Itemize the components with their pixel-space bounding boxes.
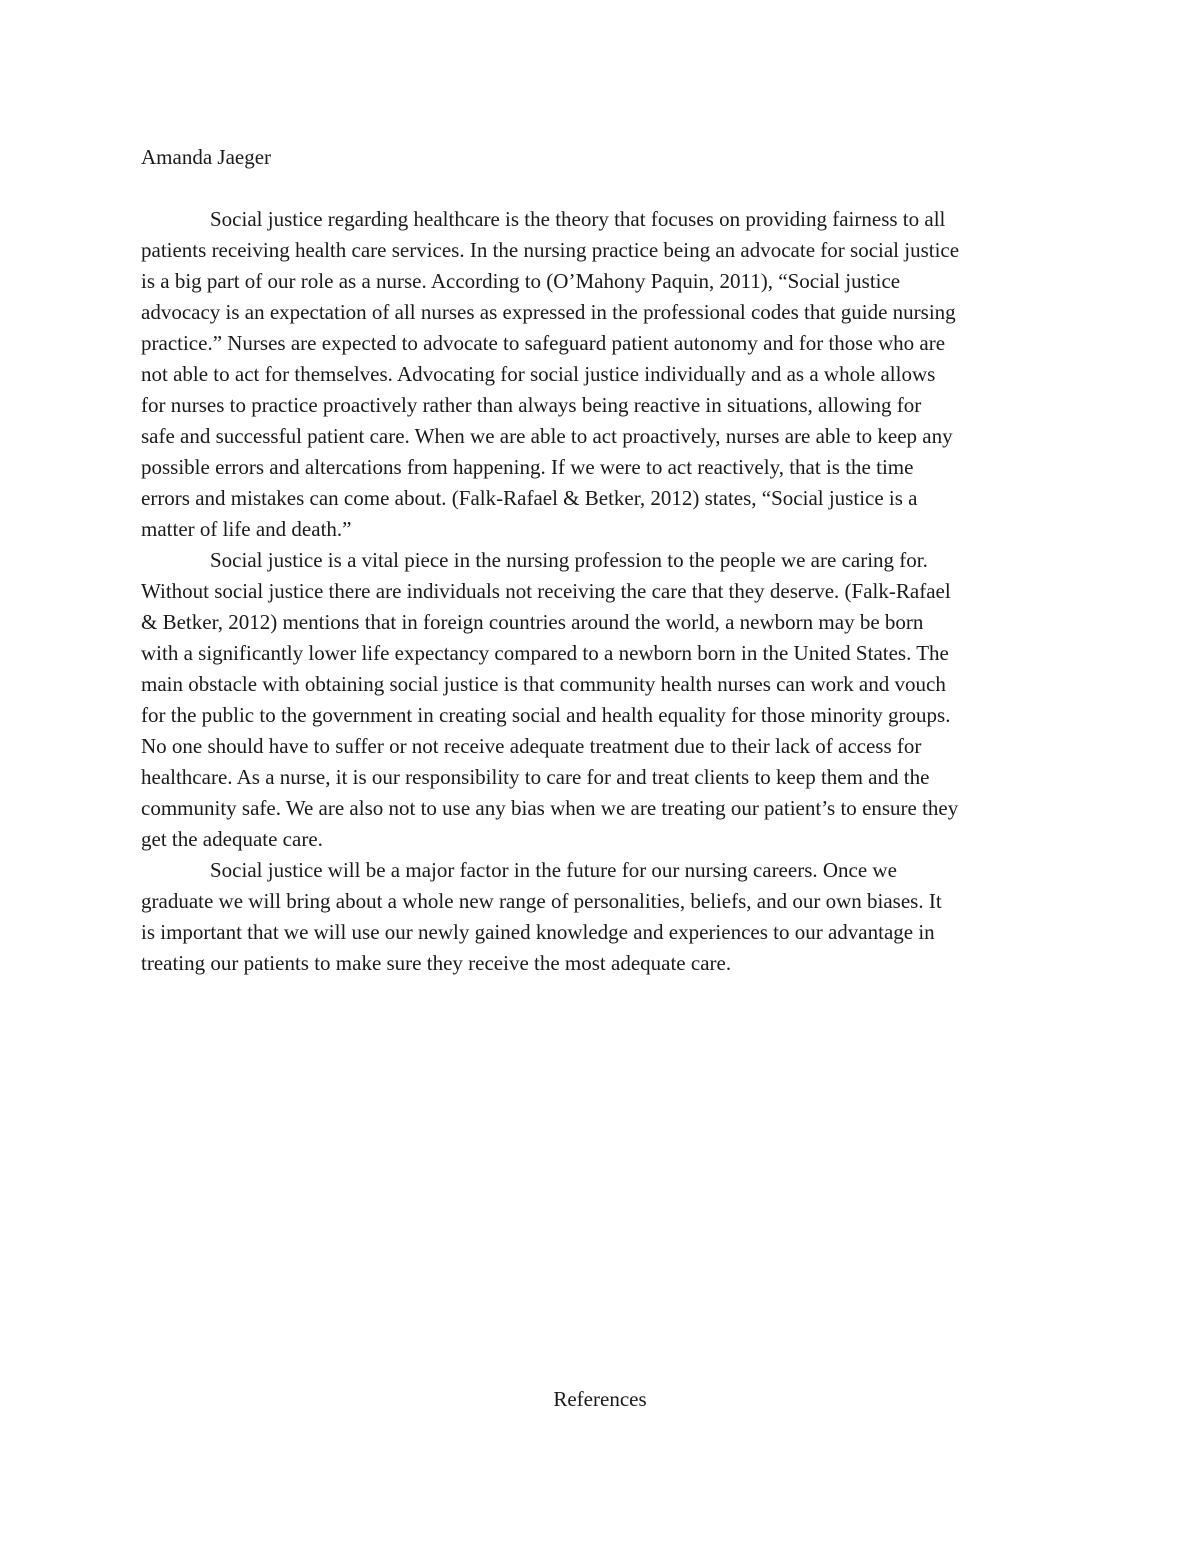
essay-body [141,204,1071,979]
paragraph-line: for the public to the government in creating social and health equality for those minority groups. [141,703,951,727]
author-name: Amanda Jaeger [141,145,272,169]
paragraph-line: not able to act for themselves. Advocating for social justice individually and as a whole allows [141,362,936,386]
body-paragraph [141,204,1071,545]
paragraph-line: advocacy is an expectation of all nurses as expressed in the professional codes that guide nursing [141,300,956,324]
paragraph-line: graduate we will bring about a whole new range of personalities, beliefs, and our own biases. It [141,889,942,913]
paragraph-line: Without social justice there are individuals not receiving the care that they deserve. (Falk-Rafael [141,579,951,603]
body-paragraph [141,855,1071,979]
paragraph-line: matter of life and death.” [141,517,352,541]
paragraph-line: for nurses to practice proactively rather than always being reactive in situations, allowing for [141,393,922,417]
paragraph-line: No one should have to suffer or not receive adequate treatment due to their lack of access for [141,734,922,758]
paragraph-line: healthcare. As a nurse, it is our responsibility to care for and treat clients to keep them and the [141,765,930,789]
paragraph-line: get the adequate care. [141,827,323,851]
paragraph-line: safe and successful patient care. When we are able to act proactively, nurses are able to keep any [141,424,953,448]
paragraph-line: patients receiving health care services. In the nursing practice being an advocate for social justice [141,238,960,262]
body-paragraph [141,545,1071,855]
paragraph-line: is a big part of our role as a nurse. According to (O’Mahony Paquin, 2011), “Social justice [141,269,901,293]
paragraph-line: community safe. We are also not to use any bias when we are treating our patient’s to ensure they [141,796,959,820]
paragraph-line: treating our patients to make sure they receive the most adequate care. [141,951,732,975]
paragraph-line: with a significantly lower life expectancy compared to a newborn born in the United States. The [141,641,949,665]
paragraph-line: errors and mistakes can come about. (Falk-Rafael & Betker, 2012) states, “Social justice is a [141,486,918,510]
paragraph-line: possible errors and altercations from happening. If we were to act reactively, that is the time [141,455,914,479]
paragraph-line: & Betker, 2012) mentions that in foreign countries around the world, a newborn may be born [141,610,924,634]
paragraph-line: main obstacle with obtaining social justice is that community health nurses can work and vouch [141,672,946,696]
paragraph-line: is important that we will use our newly gained knowledge and experiences to our advantage in [141,920,935,944]
paragraph-line: Social justice will be a major factor in the future for our nursing careers. Once we [210,858,897,882]
paragraph-line: practice.” Nurses are expected to advocate to safeguard patient autonomy and for those who are [141,331,946,355]
paragraph-line: Social justice regarding healthcare is the theory that focuses on providing fairness to all [210,207,946,231]
paragraph-line: Social justice is a vital piece in the nursing profession to the people we are caring for. [210,548,928,572]
references-heading: References [553,1387,647,1411]
